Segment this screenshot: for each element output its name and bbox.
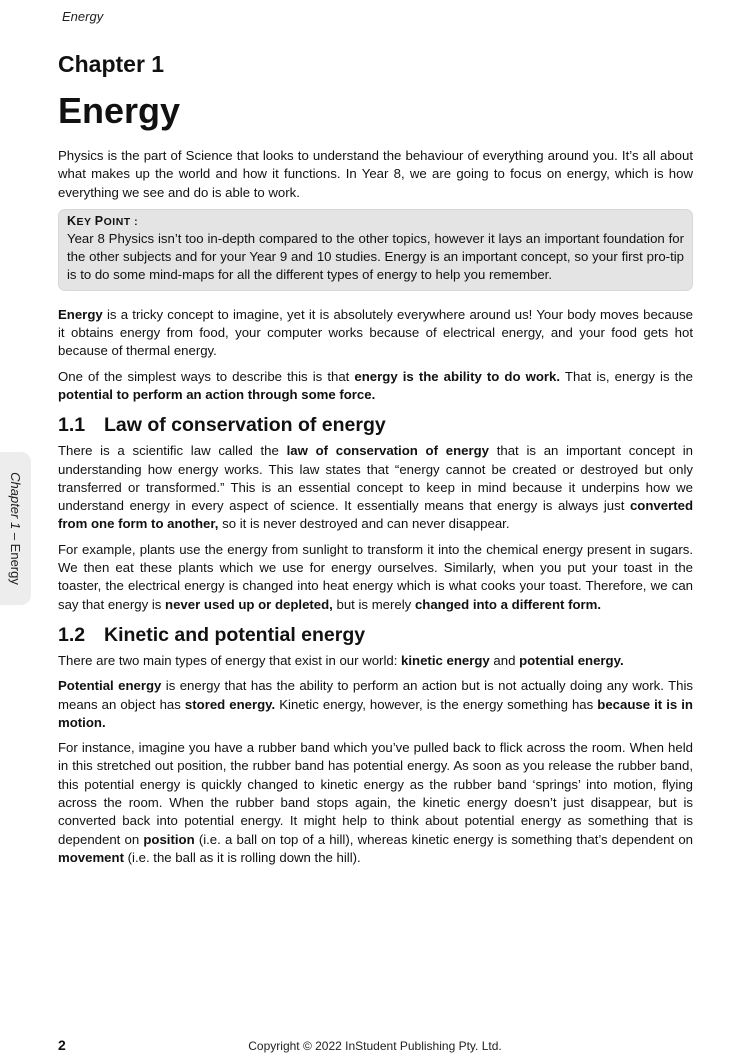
rubber-band-paragraph: For instance, imagine you have a rubber band which you’ve pulled back to flick across the room. When held in this stretched out position, the rubber band has potential energy. As soon as you release the rubber band, this potential energy is quickly changed to kinetic energy as the rubber band ‘springs’ into motion, flying across the room. When the rubber band stops again, the kinetic energy doesn’t just disappear, but is converted back into potential energy. It might help to think about potential energy as something that is dependent on position (i.e. a ball on top of a hill), whereas kinetic energy is something that’s dependent on movement (i.e. the ball as it is rolling down the hill). [58,740,693,865]
conservation-paragraph: There is a scientific law called the law of conservation of energy that is an important concept in understanding how energy works. This law states that “energy cannot be created or destroyed but only transferred or transformed.” This is an essential concept to keep in mind because it underpins how we understand energy in every aspect of science. It essentially means that energy is always just converted from one form to another, so it is never destroyed and can never disappear. [58,443,693,532]
energy-work-paragraph: One of the simplest ways to describe this is that energy is the ability to do work. That is, energy is the potential to perform an action through some force. [58,368,693,402]
key-point-box [58,209,693,291]
section-heading-1-2 [58,623,693,647]
running-header: Energy [62,9,104,24]
energy-types-paragraph: There are two main types of energy that exist in our world: kinetic energy and potential energy. [58,652,624,668]
potential-energy-paragraph: Potential energy is energy that has the ability to perform an action but is not actually doing any work. This means an object has stored energy. Kinetic energy, however, is the energy something has because it is in motion. [58,678,693,730]
section-title: Law of conservation of energy [104,414,386,437]
page-content [58,49,693,874]
section-heading-1-1 [58,413,693,437]
chapter-label: Chapter 1 [58,51,165,77]
section-title: Kinetic and potential energy [104,623,366,646]
key-point-title: KEY POINT : [67,213,139,228]
conservation-example-paragraph: For example, plants use the energy from sunlight to transform it into the chemical energy present in sugars. We then eat these plants which we use for energy ourselves. Similarly, when you put your toast in the toaster, the electrical energy is changed into heat energy which is what cooks your toast. Therefore, we can say that energy is never used up or depleted, but is merely changed into a different form. [58,541,693,612]
key-point-text: Year 8 Physics isn’t too in-depth compared to the other topics, however it lays an important foundation for the other subjects and for your Year 9 and 10 studies. Energy is an important concept, so your first pro-tip is to do some mind-maps for all the different types of energy to help you remember. [67,230,684,283]
copyright-notice: Copyright © 2022 InStudent Publishing Pty. Ltd. [248,1039,502,1053]
page-number: 2 [58,1037,66,1053]
section-number: 1.1 [58,414,86,437]
side-tab-separator: – [8,529,23,544]
chapter-side-tab [0,452,31,605]
side-tab-chapter: Chapter 1 [8,472,23,530]
side-tab-topic: Energy [8,543,23,585]
chapter-title: Energy [58,90,181,131]
section-number: 1.2 [58,623,86,646]
energy-definition-paragraph: Energy is a tricky concept to imagine, yet it is absolutely everywhere around us! Your body moves because it obtains energy from food, your computer works because of electrical energy, and your food gets hot because of thermal energy. [58,306,693,359]
side-tab-text [0,452,31,605]
intro-paragraph: Physics is the part of Science that looks to understand the behaviour of everything around you. It’s all about what makes up the world and how it functions. In Year 8, we are going to focus on energy, which is how everything we see and do is able to work. [58,148,693,200]
